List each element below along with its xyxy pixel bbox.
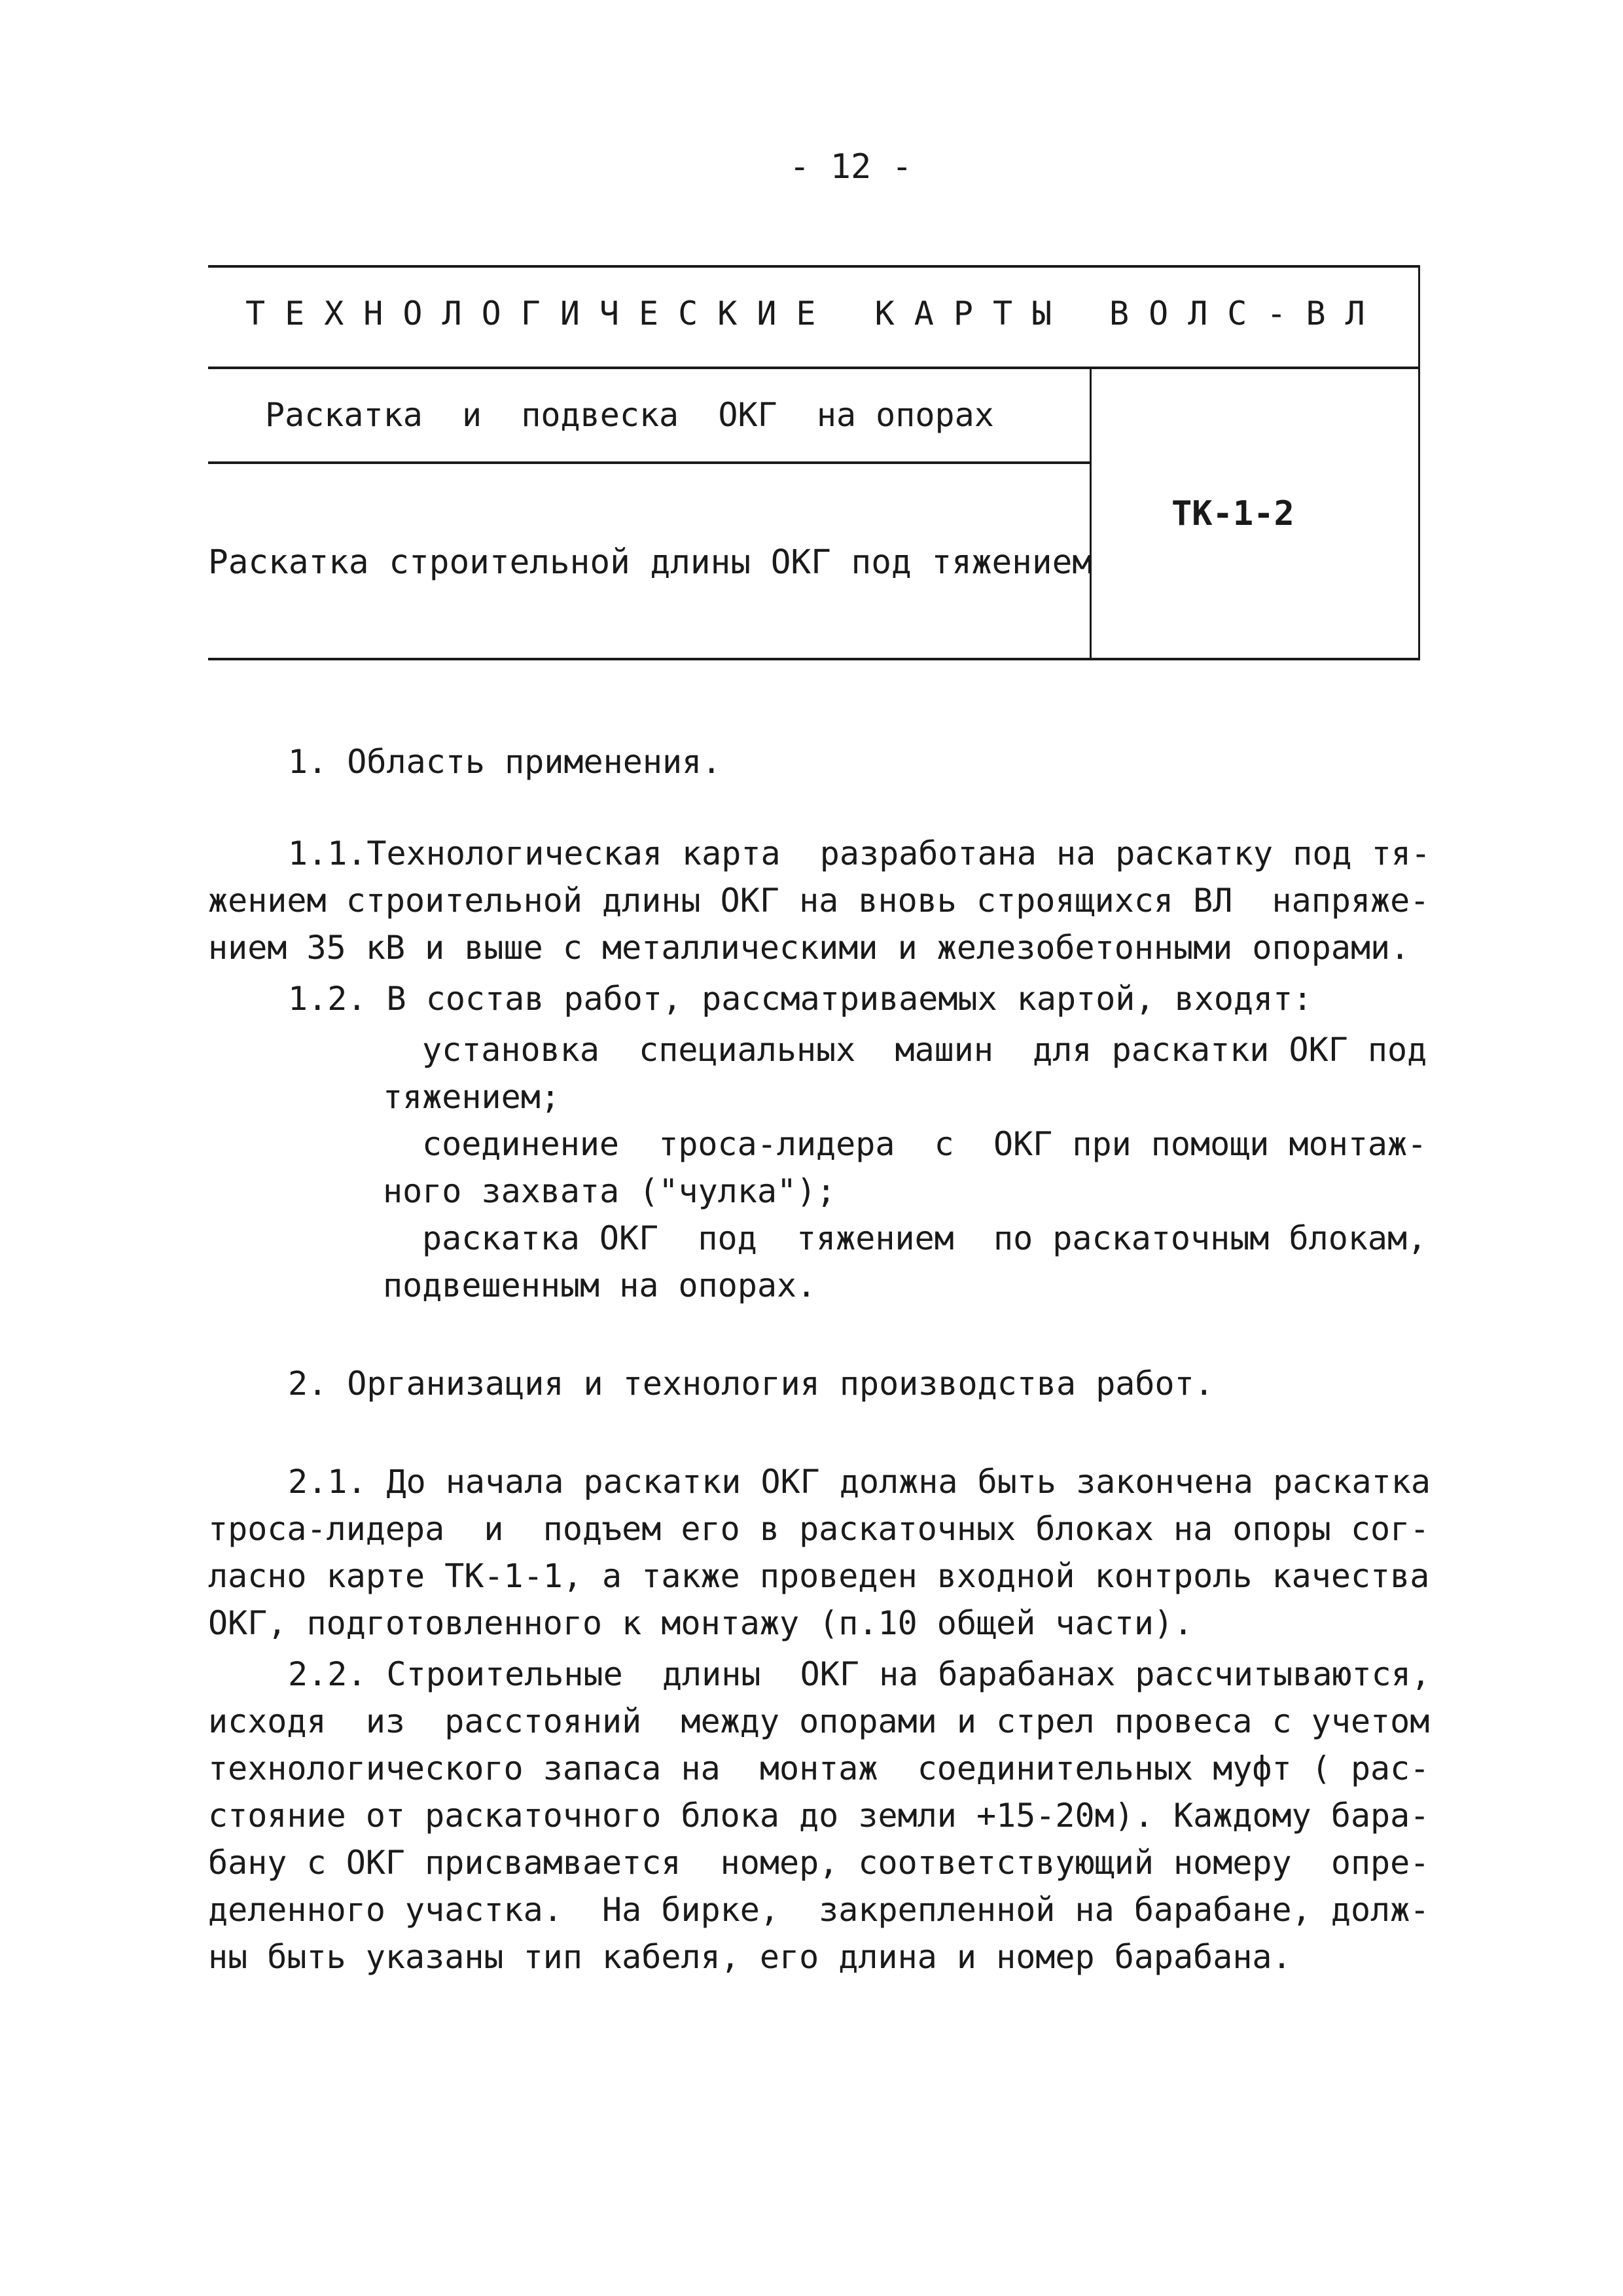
list-item-line: соединение троса-лидера с ОКГ при помощи монтаж- [422, 1125, 1427, 1163]
header-section: Раскатка и подвеска ОКГ на опорах [265, 396, 994, 434]
card-id: ТК-1-2 [1171, 494, 1294, 533]
paragraph-line: троса-лидера и подъем его в раскаточных блоках на опоры сог- [208, 1510, 1430, 1548]
section-2-heading: 2. Организация и технология производства работ. [288, 1365, 1214, 1403]
header-divider [1090, 367, 1092, 660]
paragraph-line: стояние от раскаточного блока до земли +15-20м). Каждому бара- [208, 1797, 1430, 1835]
paragraph-line: 2.1. До начала раскатки ОКГ должна быть закончена раскатка [288, 1463, 1431, 1501]
paragraph-line: нием 35 кВ и выше с металлическими и железобетонными опорами. [208, 929, 1410, 967]
paragraph-line: 1.1.Технологическая карта разработана на раскатку под тя- [288, 834, 1431, 872]
paragraph-line: жением строительной длины ОКГ на вновь строящихся ВЛ напряже- [208, 882, 1430, 920]
page-number: - 12 - [789, 147, 912, 187]
paragraph-line: исходя из расстояний между опорами и стрел провеса с учетом [208, 1702, 1430, 1740]
list-item-line: раскатка ОКГ под тяжением по раскаточным блокам, [422, 1219, 1427, 1257]
header-top-rule [208, 265, 1420, 268]
header-right-border [1418, 265, 1420, 660]
list-item-line: установка специальных машин для раскатки ОКГ под [422, 1031, 1427, 1069]
list-item-line: подвешенным на опорах. [383, 1266, 817, 1304]
paragraph-line: 2.2. Строительные длины ОКГ на барабанах рассчитываются, [288, 1655, 1431, 1693]
header-series: ВОЛС-ВЛ [1109, 295, 1385, 332]
section-1-heading: 1. Область применения. [288, 743, 722, 781]
paragraph-1-2-intro: 1.2. В состав работ, рассматриваемых картой, входят: [288, 980, 1313, 1018]
list-item-line: тяжением; [383, 1078, 560, 1116]
header-bottom-rule [208, 658, 1420, 660]
header-subject: Раскатка строительной длины ОКГ под тяжением [208, 543, 1093, 582]
paragraph-line: деленного участка. На бирке, закрепленной на барабане, долж- [208, 1891, 1430, 1929]
list-item-line: ного захвата ("чулка"); [383, 1172, 836, 1210]
paragraph-line: технологического запаса на монтаж соединительных муфт ( рас- [208, 1749, 1430, 1787]
header-rule-1 [208, 367, 1420, 369]
paragraph-line: ОКГ, подготовленного к монтажу (п.10 общей части). [208, 1604, 1194, 1642]
paragraph-line: ны быть указаны тип кабеля, его длина и номер барабана. [208, 1938, 1292, 1976]
paragraph-line: бану с ОКГ присвамвается номер, соответствующий номеру опре- [208, 1844, 1430, 1882]
paragraph-line: ласно карте ТК-1-1, а также проведен входной контроль качества [208, 1557, 1430, 1595]
header-title: ТЕХНОЛОГИЧЕСКИЕ КАРТЫ [245, 295, 1072, 332]
header-rule-2 [208, 461, 1092, 464]
